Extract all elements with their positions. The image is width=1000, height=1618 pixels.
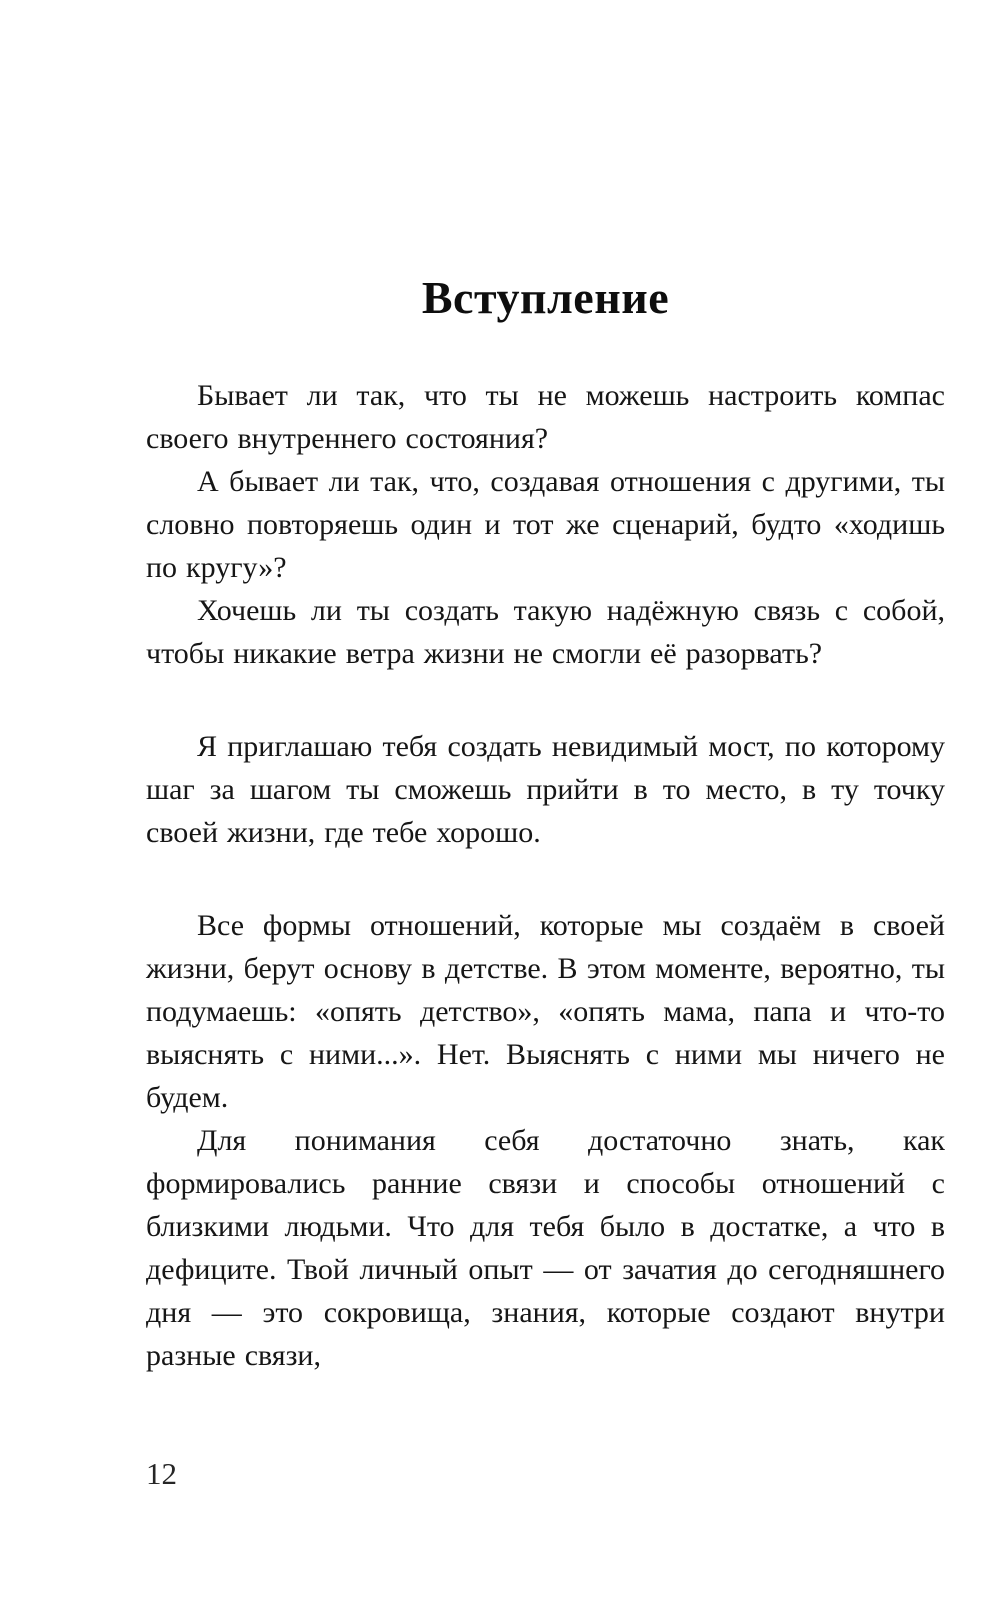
- text-block: [146, 374, 945, 1377]
- paragraph: А бывает ли так, что, создавая отношения с другими, ты словно повторяешь один и тот же сценарий, будто «ходишь по кругу»?: [146, 465, 945, 584]
- paragraph: Все формы отношений, которые мы создаём в своей жизни, берут основу в детстве. В этом моменте, вероятно, ты подумаешь: «опять детство», «опять мама, папа и что-то выяснять с ними...». Нет. Выяснять с ними мы ничего не будем.: [146, 909, 945, 1114]
- page-number: 12: [146, 1456, 177, 1491]
- chapter-title: Вступление: [421, 272, 670, 323]
- paragraph: Для понимания себя достаточно знать, как формировались ранние связи и способы отношений с близкими людьми. Что для тебя было в достатке, а что в дефиците. Твой личный опыт — от зачатия до сегодняшнего дня — это сокровища, знания, которые создают внутри разные связи,: [146, 1124, 945, 1372]
- paragraph: Я приглашаю тебя создать невидимый мост, по которому шаг за шагом ты сможешь прийти в то место, в ту точку своей жизни, где тебе хорошо.: [146, 730, 945, 849]
- paragraph: Бывает ли так, что ты не можешь настроить компас своего внутреннего состояния?: [146, 379, 945, 455]
- paragraph: Хочешь ли ты создать такую надёжную связь с собой, чтобы никакие ветра жизни не смогли её разорвать?: [146, 594, 945, 670]
